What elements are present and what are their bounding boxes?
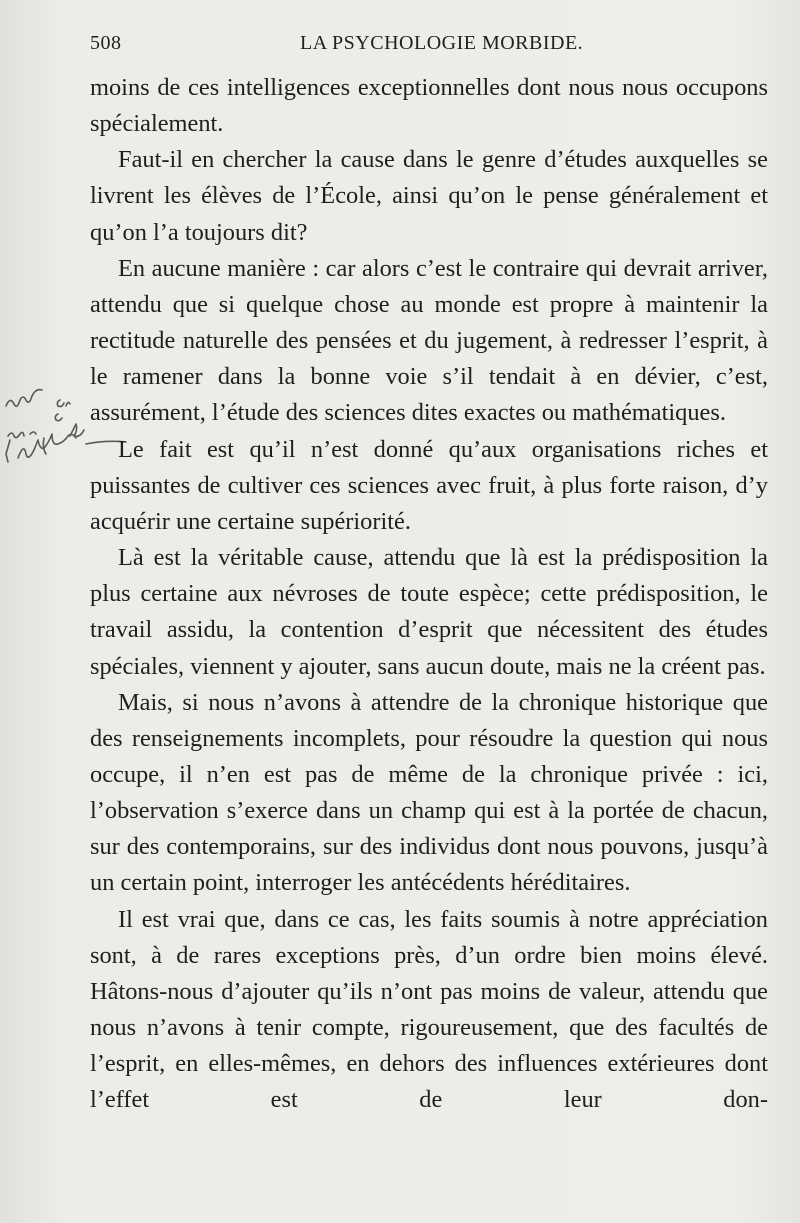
paragraph-1: moins de ces intelligences exceptionnelles dont nous nous occupons spécialement. — [90, 74, 768, 138]
paragraph-7: Il est vrai que, dans ce cas, les faits soumis à notre appréciation sont, à de rares exceptions près, d’un ordre bien moins élevé. Hâtons-nous d’ajouter qu’ils n’ont pas moins de valeur, attendu que nous n’avons à tenir compte, rigoureusement, que des facultés de l’esprit, en elles-mêmes, en dehors des influences extérieures dont l’effet est de leur don- — [90, 905, 768, 1114]
paragraph-5: Là est la véritable cause, attendu que là est la prédisposition la plus certaine aux névroses de toute espèce; cette prédisposition, le travail assidu, la contention d’esprit que nécessitent des études spéciales, viennent y ajouter, sans aucun doute, mais ne la créent pas. — [90, 544, 768, 680]
paragraph-2: Faut-il en chercher la cause dans le genre d’études auxquelles se livrent les élèves de l’École, ainsi qu’on le pense généralement et qu’on l’a toujours dit? — [90, 146, 768, 246]
paragraph-6: Mais, si nous n’avons à attendre de la chronique historique que des renseignements incomplets, pour résoudre la question qui nous occupe, il n’en est pas de même de la chronique privée : ici, l’observation s’exerce dans un champ qui est à la portée de chacun, sur des contemporains, sur des individus dont nous pouvons, jusqu’à un certain point, interroger les antécédents héréditaires. — [90, 688, 768, 897]
page-header — [90, 32, 760, 58]
paragraph-4: Le fait est qu’il n’est donné qu’aux organisations riches et puissantes de cultiver ces sciences avec fruit, à plus forte raison, d’y acquérir une certaine supériorité. — [90, 435, 768, 535]
paragraph-3: En aucune manière : car alors c’est le contraire qui devrait arriver, attendu que si quelque chose au monde est propre à maintenir la rectitude naturelle des pensées et du jugement, à redresser l’esprit, à le ramener dans la bonne voie s’il tendait à en dévier, c’est, assurément, l’étude des sciences dites exactes ou mathématiques. — [90, 254, 768, 427]
running-title: LA PSYCHOLOGIE MORBIDE. — [300, 32, 584, 54]
page-number: 508 — [90, 32, 122, 54]
body-text — [90, 70, 768, 1119]
